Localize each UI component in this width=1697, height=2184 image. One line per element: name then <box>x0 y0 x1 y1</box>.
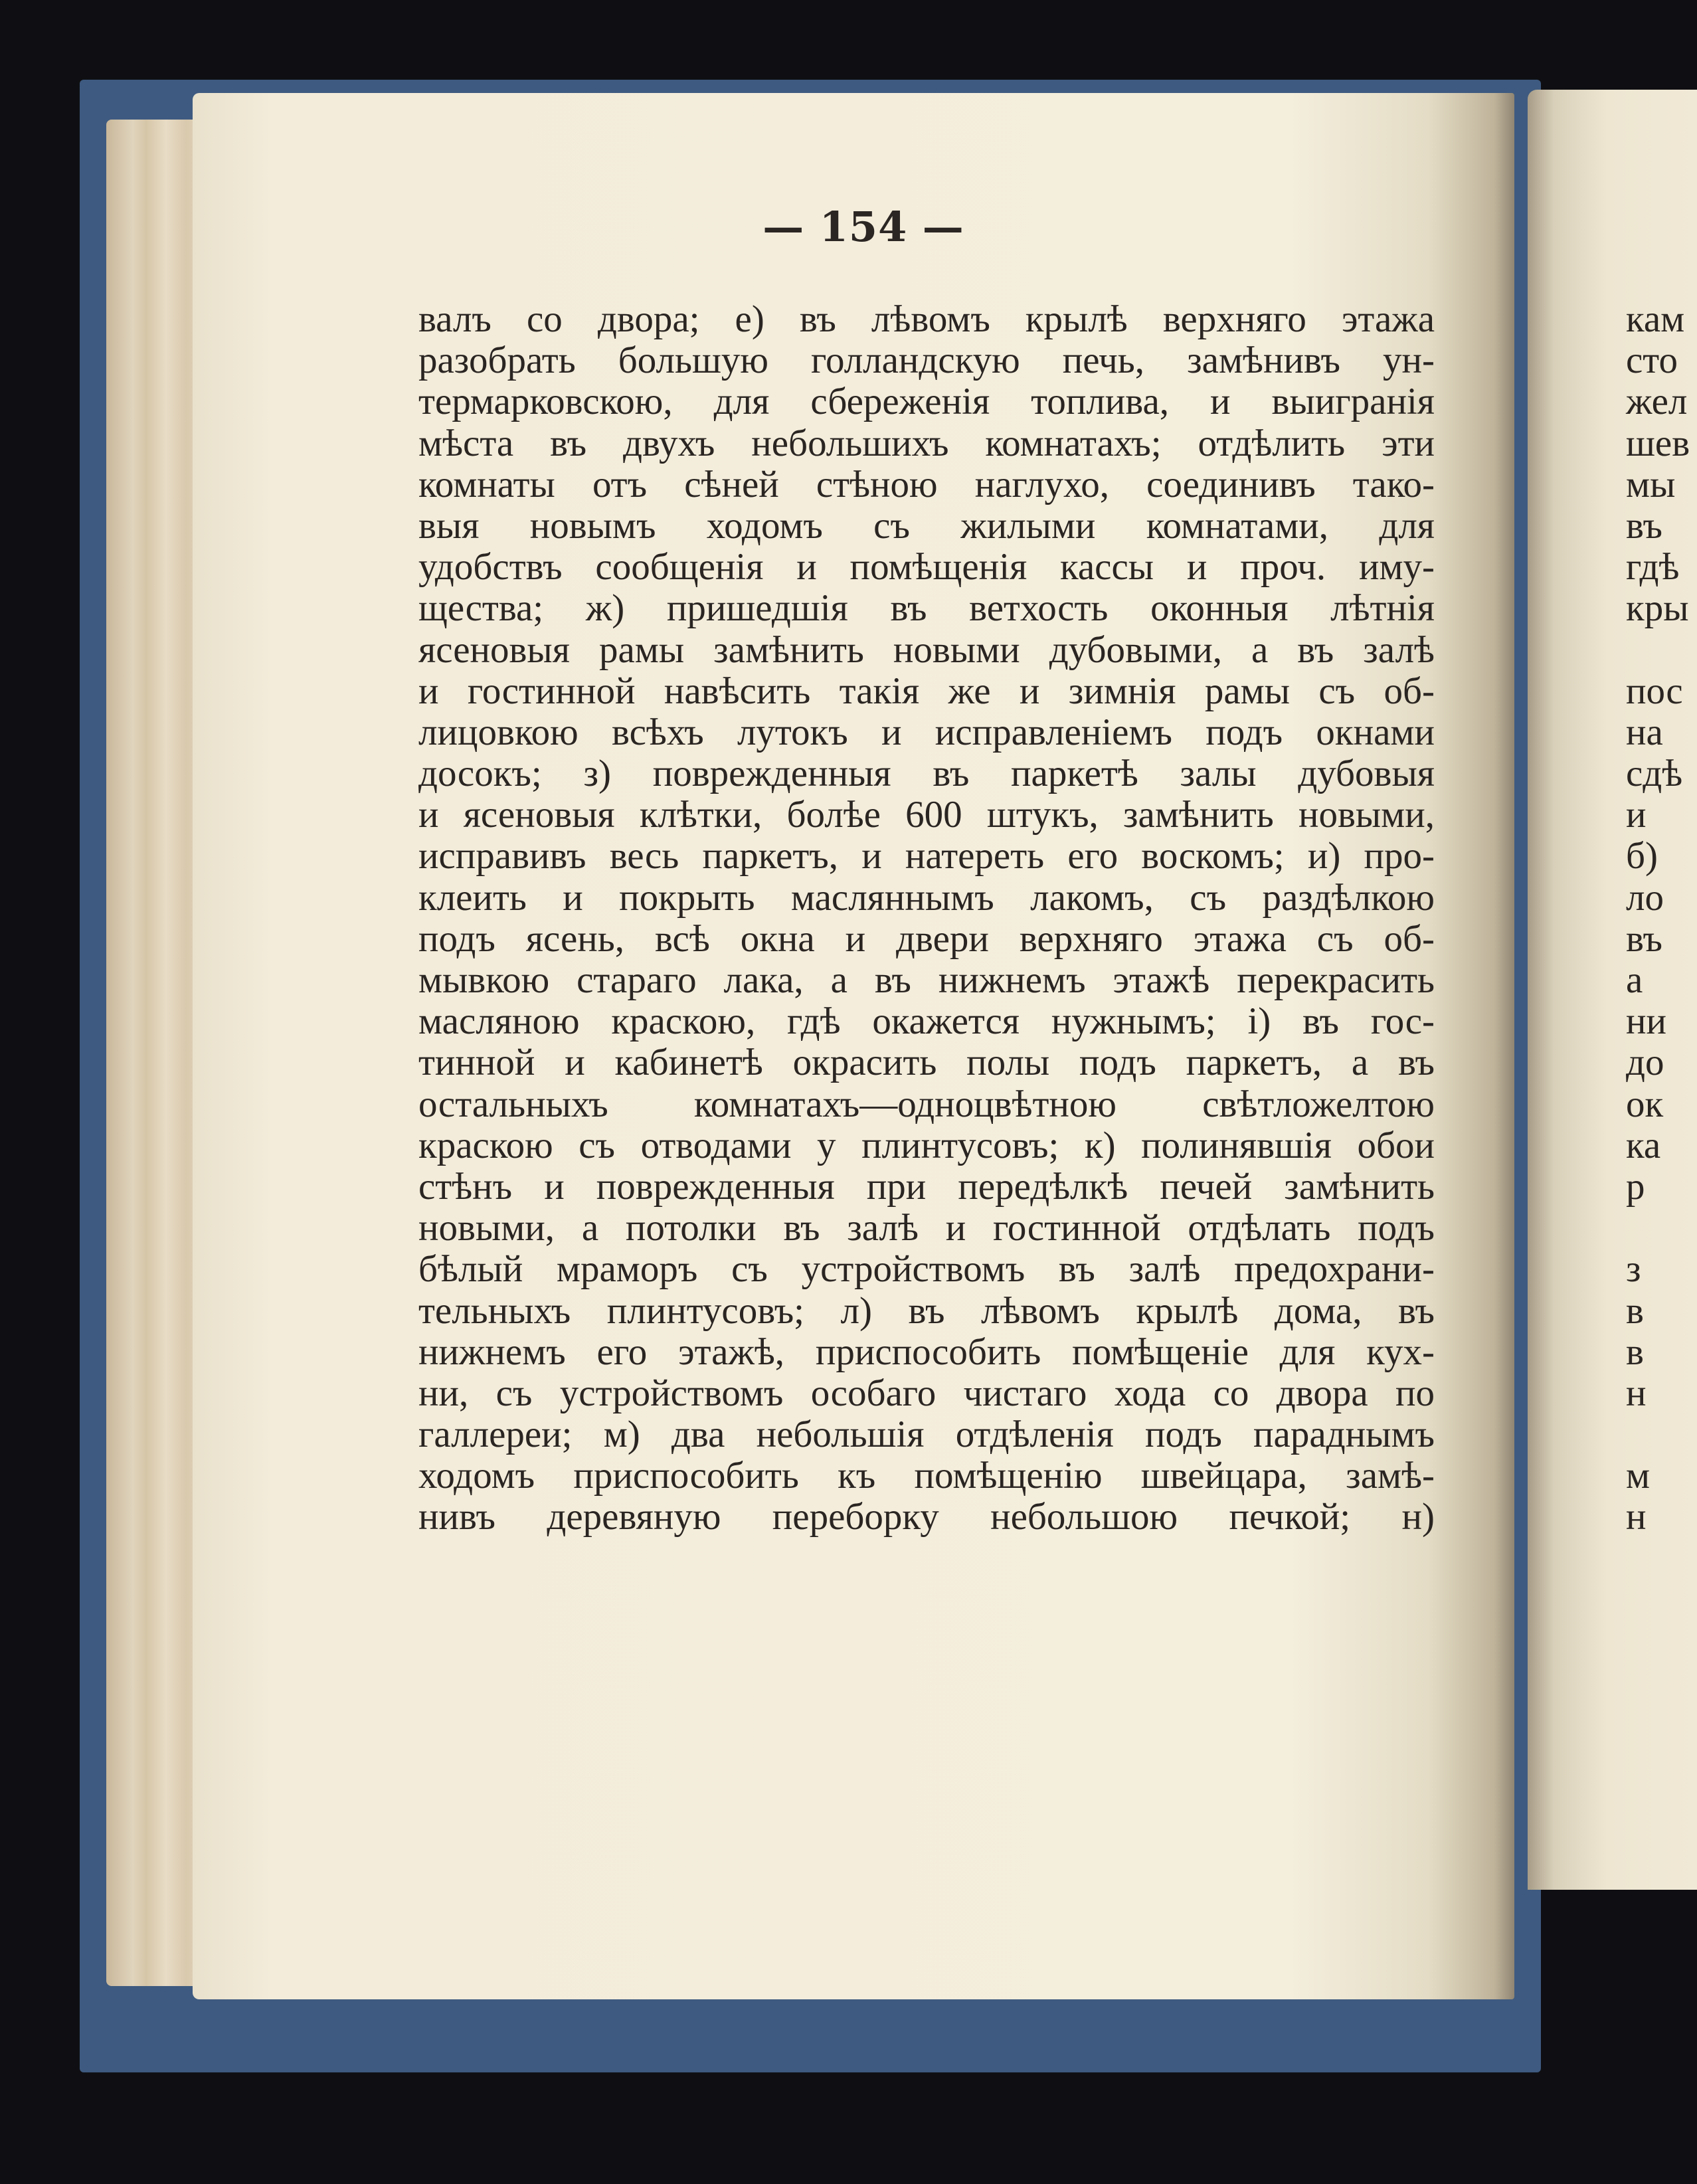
text-line: остальныхъ комнатахъ—одноцвѣтною свѣтложелтою <box>418 1083 1435 1125</box>
text-line: мывкою стараго лака, а въ нижнемъ этажѣ перекрасить <box>418 959 1435 1001</box>
text-line: бѣлый мраморъ съ устройствомъ въ залѣ предохрани- <box>418 1248 1435 1291</box>
text-fragment: гдѣ <box>1626 546 1680 589</box>
text-fragment: мы <box>1626 463 1676 505</box>
right-page-text <box>1626 299 1697 1538</box>
text-fragment: в <box>1626 1330 1644 1373</box>
text-fragment: б) <box>1626 835 1658 877</box>
text-fragment <box>1626 630 1697 671</box>
text-line: стѣнъ и поврежденныя при передѣлкѣ печей замѣнить <box>418 1165 1435 1208</box>
text-line: удобствъ сообщенія и помѣщенія кассы и проч. иму- <box>418 546 1435 589</box>
text-line: и гостинной навѣсить такія же и зимнія рамы съ об- <box>418 670 1435 712</box>
text-line: термарковскою, для сбереженія топлива, и выигранія <box>418 381 1435 423</box>
text-fragment: до <box>1626 1042 1664 1084</box>
text-fragment: на <box>1626 711 1663 753</box>
text-fragment: сто <box>1626 339 1678 382</box>
text-line: щества; ж) пришедшія въ ветхость оконныя лѣтнія <box>418 587 1435 630</box>
text-line: нижнемъ его этажѣ, приспособить помѣщеніе для кух- <box>418 1330 1435 1373</box>
text-fragment: жел <box>1626 381 1688 423</box>
text-fragment: а <box>1626 959 1643 1001</box>
text-fragment <box>1626 1208 1697 1249</box>
text-line: комнаты отъ сѣней стѣною наглухо, соединивъ тако- <box>418 463 1435 505</box>
text-fragment: н <box>1626 1496 1647 1538</box>
text-fragment: и <box>1626 794 1647 836</box>
text-line: галлереи; м) два небольшія отдѣленія подъ параднымъ <box>418 1413 1435 1456</box>
text-fragment: въ <box>1626 917 1662 960</box>
text-line: краскою съ отводами у плинтусовъ; к) полинявшія обои <box>418 1124 1435 1166</box>
text-fragment: ни <box>1626 1000 1667 1043</box>
text-fragment: р <box>1626 1165 1645 1208</box>
text-line: и ясеновыя клѣтки, болѣе 600 штукъ, замѣнить новыми, <box>418 794 1435 836</box>
text-line: разобрать большую голландскую печь, замѣнивъ ун- <box>418 339 1435 382</box>
page-number: — 154 — <box>762 203 964 251</box>
text-fragment: н <box>1626 1372 1647 1414</box>
text-line: тинной и кабинетѣ окрасить полы подъ паркетъ, а въ <box>418 1042 1435 1084</box>
text-line: лицовкою всѣхъ лутокъ и исправленіемъ подъ окнами <box>418 711 1435 753</box>
text-fragment <box>1626 1414 1697 1455</box>
text-fragment: ло <box>1626 876 1664 919</box>
text-fragment: в <box>1626 1289 1644 1332</box>
left-page-text <box>418 299 1435 1538</box>
text-line: клеить и покрыть масляннымъ лакомъ, съ раздѣлкою <box>418 876 1435 919</box>
text-fragment: кам <box>1626 298 1685 340</box>
text-fragment: ка <box>1626 1124 1661 1166</box>
text-line: валъ со двора; е) въ лѣвомъ крылѣ верхняго этажа <box>418 298 1435 340</box>
text-line: досокъ; з) поврежденныя въ паркетѣ залы дубовыя <box>418 753 1435 795</box>
text-line: новыми, а потолки въ залѣ и гостинной отдѣлать подъ <box>418 1207 1435 1249</box>
text-fragment: ок <box>1626 1083 1664 1125</box>
text-line: нивъ деревяную переборку небольшою печкой; н) <box>418 1496 1435 1538</box>
text-fragment: м <box>1626 1455 1651 1497</box>
text-line: тельныхъ плинтусовъ; л) въ лѣвомъ крылѣ дома, въ <box>418 1289 1435 1332</box>
text-line: мѣста въ двухъ небольшихъ комнатахъ; отдѣлить эти <box>418 422 1435 464</box>
text-line: масляною краскою, гдѣ окажется нужнымъ; і) въ гос- <box>418 1000 1435 1043</box>
text-fragment: въ <box>1626 504 1662 547</box>
text-fragment: кры <box>1626 587 1689 630</box>
text-line: исправивъ весь паркетъ, и натереть его воскомъ; и) про- <box>418 835 1435 877</box>
text-line: подъ ясень, всѣ окна и двери верхняго этажа съ об- <box>418 917 1435 960</box>
text-fragment: з <box>1626 1248 1641 1291</box>
text-line: ни, съ устройствомъ особаго чистаго хода со двора по <box>418 1372 1435 1414</box>
text-line: выя новымъ ходомъ съ жилыми комнатами, для <box>418 504 1435 547</box>
text-fragment: пос <box>1626 670 1683 712</box>
text-line: ходомъ приспособить къ помѣщенію швейцара, замѣ- <box>418 1455 1435 1497</box>
text-line: ясеновыя рамы замѣнить новыми дубовыми, а въ залѣ <box>418 628 1435 671</box>
text-fragment: сдѣ <box>1626 753 1683 795</box>
text-fragment: шев <box>1626 422 1690 464</box>
